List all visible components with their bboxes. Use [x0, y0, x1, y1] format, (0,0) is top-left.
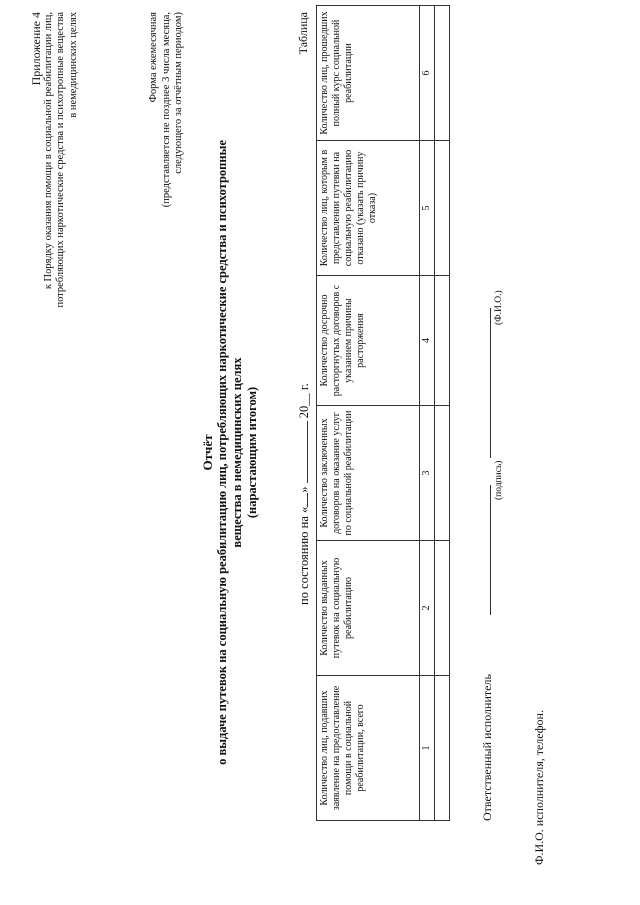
column-number: 5: [420, 141, 435, 276]
data-cell[interactable]: [435, 6, 450, 141]
appendix-line: потребляющих наркотические средства и психотропные вещества: [55, 12, 66, 308]
form-note: [148, 12, 186, 302]
data-cell[interactable]: [435, 141, 450, 276]
appendix-header: [30, 12, 80, 342]
appendix-line: в немедицинских целях: [67, 12, 79, 118]
table-header-cell: Количество досрочно расторгнутых договоров с указанием причины расторжения: [317, 276, 420, 406]
form-deadline: следующего за отчётным периодом): [173, 12, 184, 174]
day-blank[interactable]: [307, 493, 308, 507]
form-deadline: (представляется не позднее 3 числа месяца,: [160, 12, 172, 208]
appendix-number: Приложение 4: [29, 12, 43, 86]
table-label: Таблица: [296, 12, 310, 55]
report-title: [200, 80, 260, 825]
signature-caption: (подпись): [494, 460, 504, 500]
data-cell[interactable]: [435, 541, 450, 676]
column-number: 3: [420, 406, 435, 541]
title-line: о выдаче путевок на социальную реабилитацию лиц, потребляющих наркотические средства и психотропные: [215, 140, 229, 765]
column-number: 1: [420, 676, 435, 821]
responsible-executive: [478, 261, 495, 821]
table-data-row: [435, 6, 450, 821]
title-line: вещества в немедицинских целях: [230, 357, 244, 548]
date-prefix: по состоянию на «: [297, 506, 311, 605]
column-number: 2: [420, 541, 435, 676]
column-number: 6: [420, 6, 435, 141]
table-header-cell: Количество лиц, которым в представлении путевки на социальную реабилитацию отказано (указать причину отказа): [317, 141, 420, 276]
responsible-label: Ответственный исполнитель: [480, 674, 494, 821]
signature-line[interactable]: [478, 485, 491, 615]
column-number: 4: [420, 276, 435, 406]
date-suffix: 20__ г.: [297, 383, 311, 419]
table-header-cell: Количество лиц, подавших заявление на предоставление помощи в социальной реабилитации, всего: [317, 676, 420, 821]
title-line: (нарастающим итогом): [245, 386, 259, 519]
table-number-row: [420, 6, 435, 821]
table-header-cell: Количество выданных путевок на социальную реабилитацию: [317, 541, 420, 676]
name-caption: (Ф.И.О.): [494, 290, 504, 325]
form-periodicity: Форма ежемесячная: [148, 12, 159, 103]
table-header-cell: Количество лиц, прошедших полный курс социальной реабилитации: [317, 6, 420, 141]
name-line[interactable]: [478, 308, 491, 458]
title-heading: Отчёт: [200, 434, 215, 471]
report-date-line: [297, 383, 312, 605]
month-blank[interactable]: [307, 421, 308, 483]
data-cell[interactable]: [435, 406, 450, 541]
report-table: [316, 5, 450, 821]
data-cell[interactable]: [435, 276, 450, 406]
contact-line: Ф.И.О. исполнителя, телефон.: [532, 710, 546, 865]
table-header-row: [317, 6, 420, 821]
data-cell[interactable]: [435, 676, 450, 821]
date-mid: »: [297, 486, 311, 493]
table-header-cell: Количество заключенных договоров на оказание услуг по социальной реабилитации: [317, 406, 420, 541]
appendix-line: к Порядку оказания помощи в социальной реабилитации лиц,: [42, 12, 54, 290]
